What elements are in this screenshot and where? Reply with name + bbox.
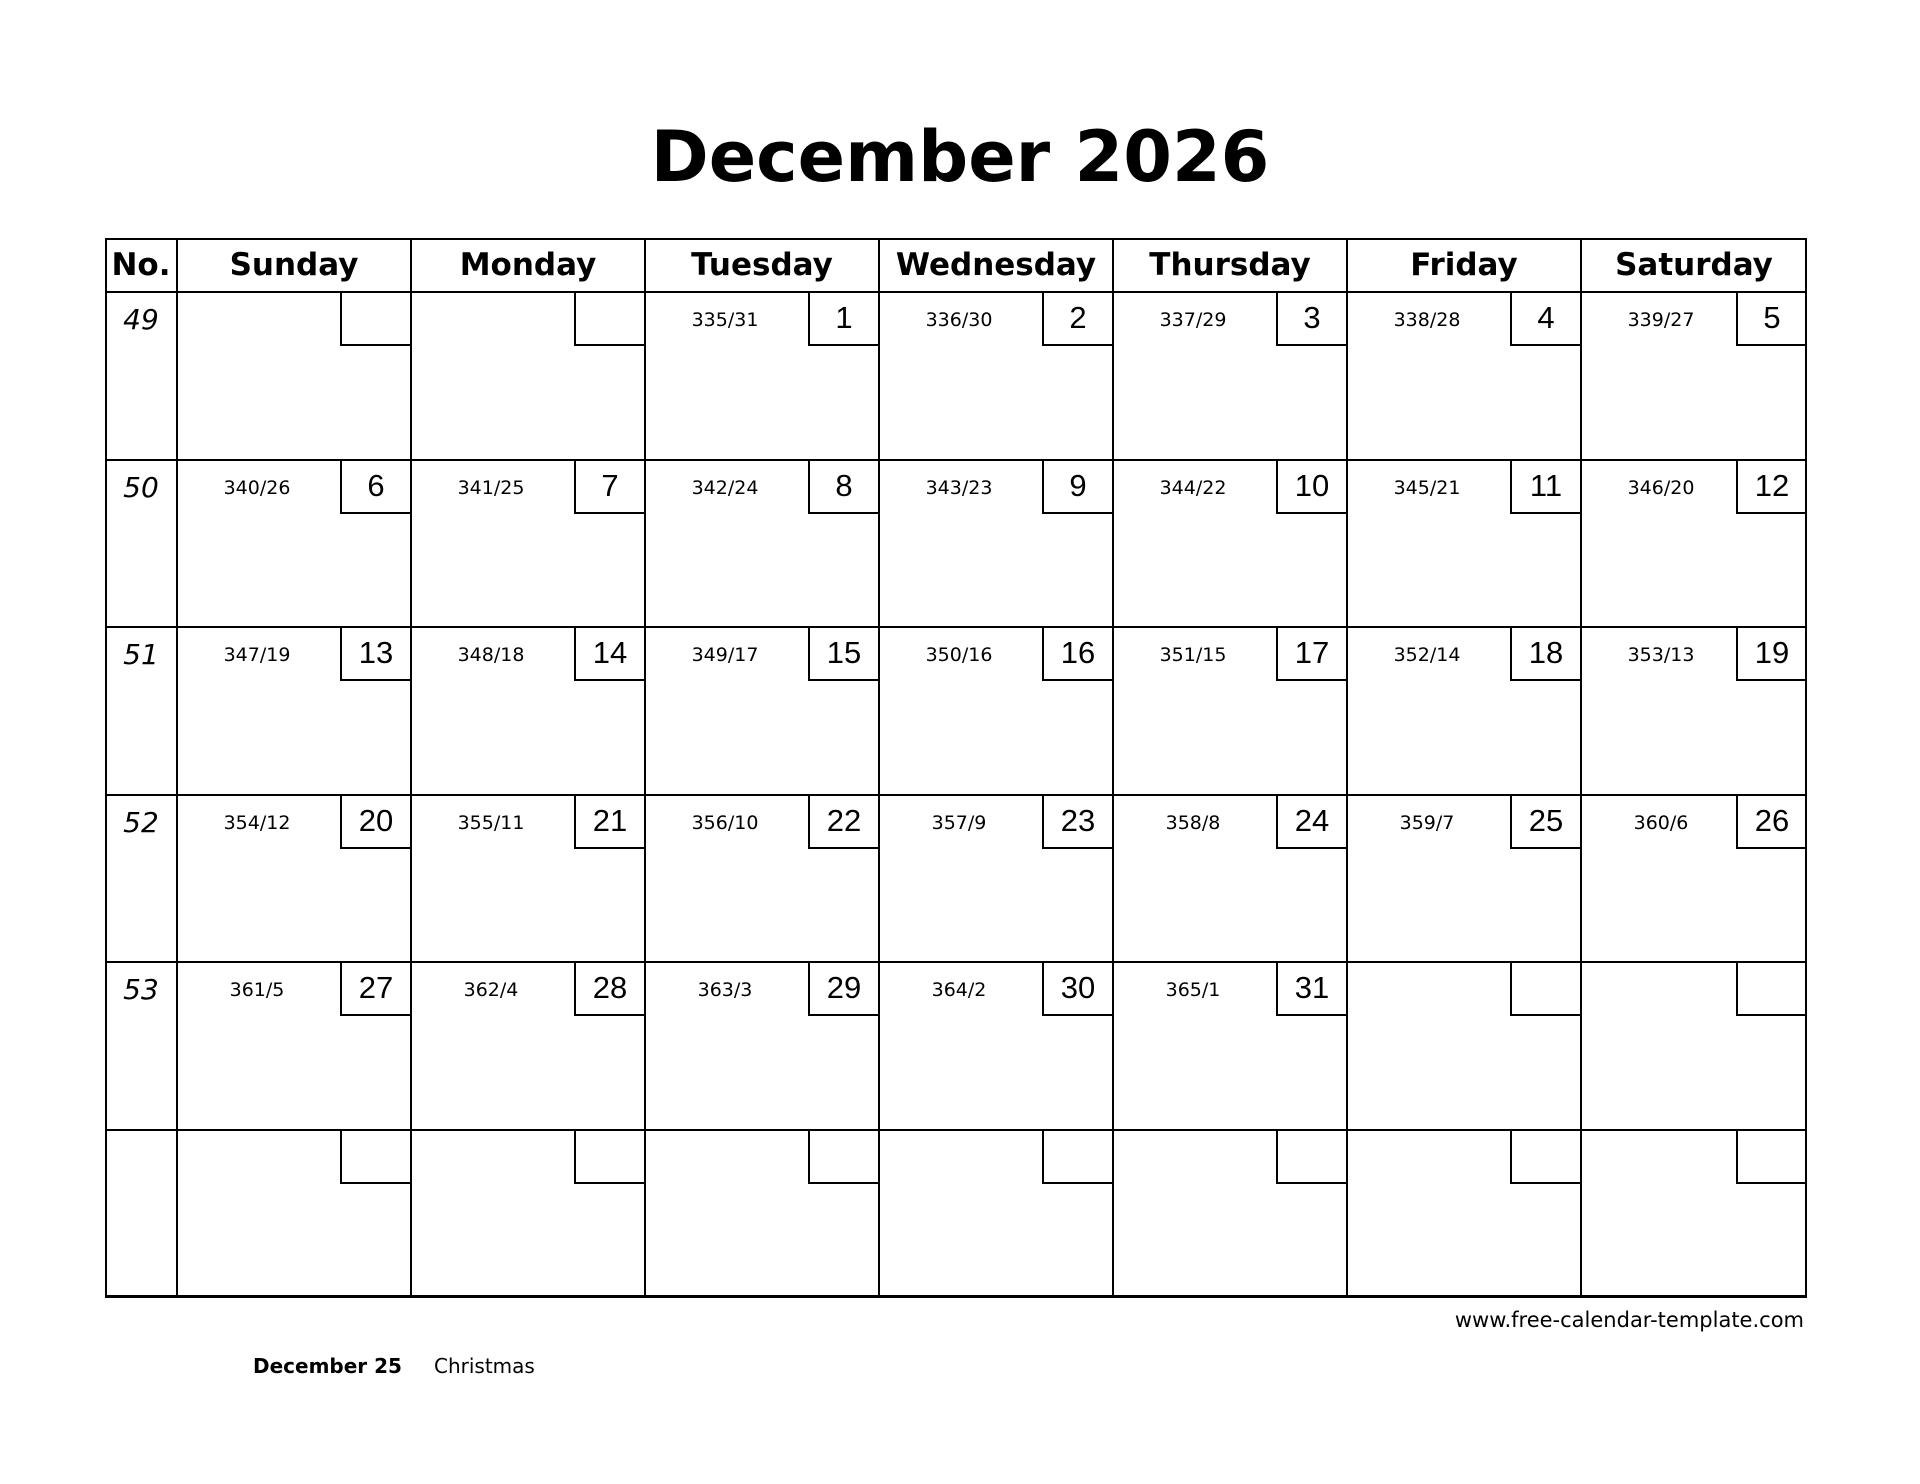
date-number: 1 — [808, 292, 878, 346]
day-of-year-label: 346/20 — [1627, 476, 1695, 499]
grid-line — [105, 238, 1807, 240]
date-number: 11 — [1510, 460, 1580, 514]
date-number: 8 — [808, 460, 878, 514]
day-of-year-label: 362/4 — [463, 979, 519, 1001]
date-number: 4 — [1510, 292, 1580, 346]
date-number: 22 — [808, 795, 878, 849]
day-of-year-label: 343/23 — [925, 476, 993, 499]
date-number: 12 — [1736, 460, 1806, 514]
day-of-year-label: 352/14 — [1393, 644, 1461, 666]
week-number: 52 — [123, 805, 159, 839]
day-header-tuesday: Tuesday — [691, 247, 833, 283]
date-number: 31 — [1276, 962, 1346, 1016]
day-of-year-label: 347/19 — [223, 644, 291, 666]
grid-line — [105, 1295, 1807, 1297]
day-of-year-label: 351/15 — [1159, 644, 1227, 666]
day-header-friday: Friday — [1410, 247, 1518, 283]
day-of-year-label: 340/26 — [223, 476, 291, 499]
grid-line — [644, 238, 646, 1297]
date-number: 28 — [574, 962, 644, 1016]
date-number: 19 — [1736, 627, 1806, 681]
grid-line — [105, 794, 1807, 796]
date-number: 5 — [1736, 292, 1806, 346]
day-of-year-label: 356/10 — [691, 811, 759, 834]
date-number: 16 — [1042, 627, 1112, 681]
day-of-year-label: 365/1 — [1165, 979, 1221, 1001]
day-of-year-label: 345/21 — [1393, 476, 1461, 499]
date-number: 20 — [340, 795, 410, 849]
day-of-year-label: 348/18 — [457, 644, 525, 666]
day-of-year-label: 364/2 — [931, 979, 987, 1001]
date-number — [1510, 1130, 1580, 1184]
day-of-year-label: 336/30 — [925, 309, 993, 331]
week-number: 49 — [123, 303, 159, 336]
grid-line — [105, 1129, 1807, 1131]
date-number: 18 — [1510, 627, 1580, 681]
holiday-date: December 25 — [253, 1354, 402, 1378]
page-title: December 2026 — [650, 116, 1270, 198]
grid-line — [105, 626, 1807, 628]
date-number — [574, 1130, 644, 1184]
date-number — [1736, 1130, 1806, 1184]
grid-line — [105, 238, 107, 1297]
date-number: 7 — [574, 460, 644, 514]
day-of-year-label: 359/7 — [1399, 811, 1455, 834]
day-header-wednesday: Wednesday — [895, 247, 1097, 283]
day-of-year-label: 344/22 — [1159, 476, 1227, 499]
date-number — [1042, 1130, 1112, 1184]
day-of-year-label: 341/25 — [457, 476, 525, 499]
date-number: 21 — [574, 795, 644, 849]
day-of-year-label: 363/3 — [697, 979, 753, 1001]
website-url[interactable]: www.free-calendar-template.com — [1454, 1308, 1804, 1332]
day-of-year-label: 355/11 — [457, 811, 525, 834]
date-number — [808, 1130, 878, 1184]
date-number — [340, 292, 410, 346]
date-number — [340, 1130, 410, 1184]
date-number: 10 — [1276, 460, 1346, 514]
grid-line — [410, 238, 412, 1297]
day-header-thursday: Thursday — [1149, 247, 1311, 283]
grid-line — [176, 238, 178, 1297]
calendar-grid — [105, 238, 1807, 1297]
date-number — [574, 292, 644, 346]
holiday-name: Christmas — [434, 1354, 535, 1378]
week-number: 51 — [123, 638, 159, 671]
day-header-sunday: Sunday — [229, 247, 359, 283]
day-of-year-label: 339/27 — [1627, 309, 1695, 331]
date-number: 9 — [1042, 460, 1112, 514]
date-number: 17 — [1276, 627, 1346, 681]
date-number: 13 — [340, 627, 410, 681]
date-number: 27 — [340, 962, 410, 1016]
grid-line — [105, 459, 1807, 461]
date-number — [1510, 962, 1580, 1016]
grid-line — [878, 238, 880, 1297]
date-number: 29 — [808, 962, 878, 1016]
grid-line — [1805, 238, 1807, 1297]
grid-line — [1580, 238, 1582, 1297]
day-header-monday: Monday — [459, 247, 597, 283]
day-of-year-label: 354/12 — [223, 811, 291, 834]
date-number: 23 — [1042, 795, 1112, 849]
day-of-year-label: 337/29 — [1159, 309, 1227, 331]
grid-line — [1346, 238, 1348, 1297]
grid-line — [1112, 238, 1114, 1297]
date-number: 30 — [1042, 962, 1112, 1016]
day-of-year-label: 335/31 — [691, 309, 759, 331]
week-number: 50 — [123, 470, 159, 504]
week-number-header: No. — [111, 247, 171, 283]
date-number: 6 — [340, 460, 410, 514]
day-of-year-label: 350/16 — [925, 644, 993, 666]
date-number: 26 — [1736, 795, 1806, 849]
day-of-year-label: 353/13 — [1627, 644, 1695, 666]
date-number: 25 — [1510, 795, 1580, 849]
day-of-year-label: 342/24 — [691, 476, 759, 499]
date-number — [1736, 962, 1806, 1016]
grid-line — [105, 961, 1807, 963]
day-of-year-label: 361/5 — [229, 979, 285, 1001]
day-of-year-label: 358/8 — [1165, 811, 1221, 834]
day-header-saturday: Saturday — [1615, 247, 1773, 283]
week-number: 53 — [123, 973, 159, 1006]
date-number: 15 — [808, 627, 878, 681]
date-number: 2 — [1042, 292, 1112, 346]
day-of-year-label: 357/9 — [931, 811, 987, 834]
grid-line — [105, 291, 1807, 293]
date-number: 14 — [574, 627, 644, 681]
date-number: 3 — [1276, 292, 1346, 346]
day-of-year-label: 338/28 — [1393, 309, 1461, 331]
day-of-year-label: 349/17 — [691, 644, 759, 666]
day-of-year-label: 360/6 — [1633, 811, 1689, 834]
date-number: 24 — [1276, 795, 1346, 849]
date-number — [1276, 1130, 1346, 1184]
